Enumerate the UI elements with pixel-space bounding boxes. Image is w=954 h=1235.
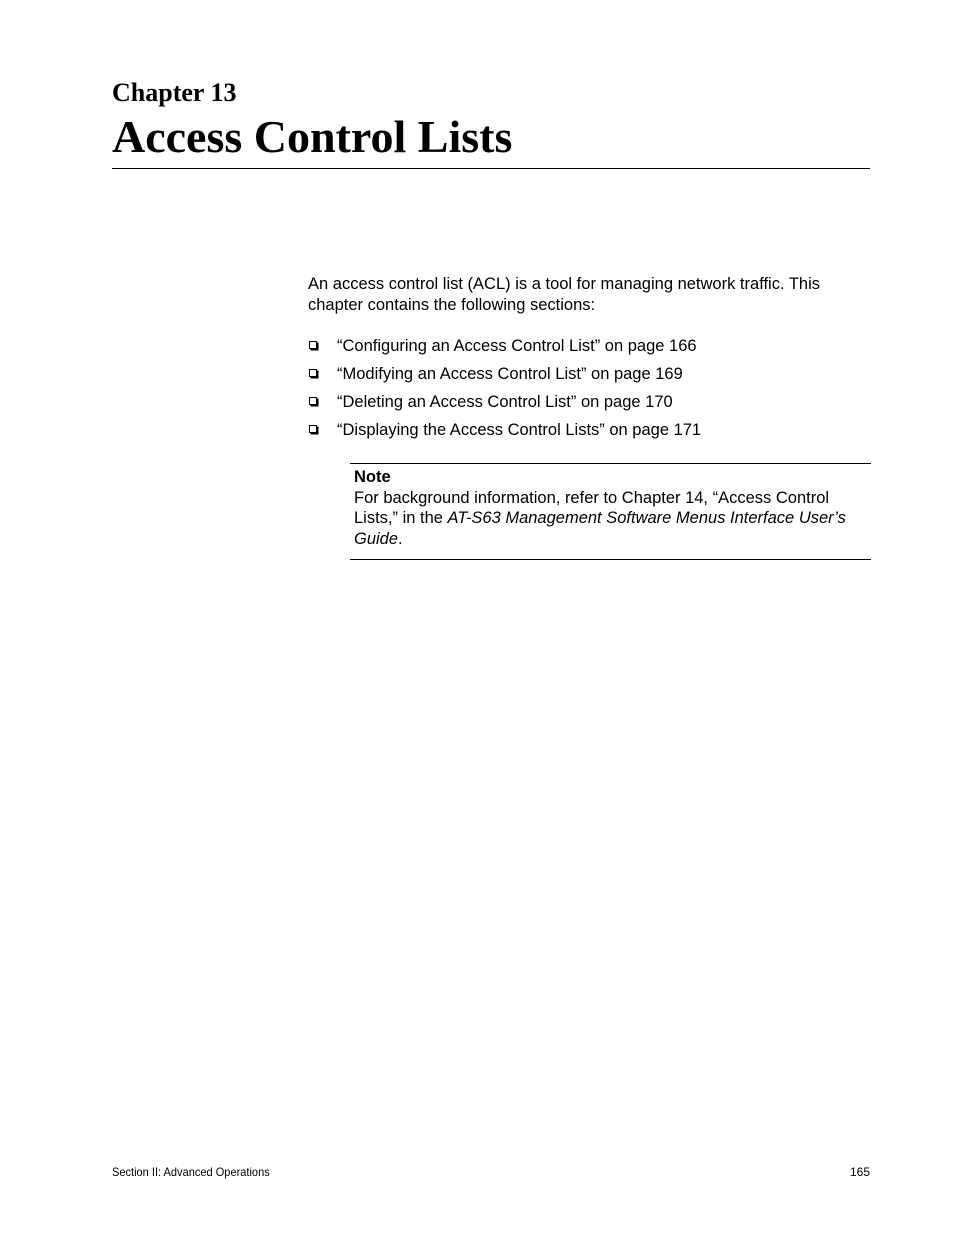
list-item bbox=[308, 360, 870, 388]
section-link-modifying[interactable]: “Modifying an Access Control List” on page 169 bbox=[337, 365, 683, 383]
footer-section-name: Section II: Advanced Operations bbox=[112, 1165, 270, 1179]
section-list bbox=[308, 332, 870, 444]
checkbox-bullet-icon bbox=[309, 341, 317, 349]
note-guide-title: AT-S63 Management Software Menus Interface User’s Guide bbox=[354, 509, 846, 548]
section-link-deleting[interactable]: “Deleting an Access Control List” on page 170 bbox=[337, 393, 673, 411]
note-text: For background information, refer to Chapter 14, “Access Control Lists,” in the bbox=[354, 488, 830, 527]
checkbox-bullet-icon bbox=[309, 425, 317, 433]
note-box bbox=[350, 463, 871, 560]
checkbox-bullet-icon bbox=[309, 397, 317, 405]
chapter-title: Access Control Lists bbox=[112, 111, 513, 162]
section-link-displaying[interactable]: “Displaying the Access Control Lists” on page 171 bbox=[337, 421, 702, 439]
chapter-label: Chapter 13 bbox=[112, 78, 237, 107]
intro-paragraph: An access control list (ACL) is a tool for managing network traffic. This chapter contains the following sections: bbox=[308, 275, 821, 314]
list-item bbox=[308, 332, 870, 360]
section-link-configuring[interactable]: “Configuring an Access Control List” on page 166 bbox=[337, 337, 697, 355]
list-item bbox=[308, 416, 870, 444]
title-divider bbox=[112, 168, 870, 169]
checkbox-bullet-icon bbox=[309, 369, 317, 377]
note-heading: Note bbox=[354, 468, 391, 486]
note-text-end: . bbox=[398, 529, 403, 548]
list-item bbox=[308, 388, 870, 416]
note-body bbox=[354, 488, 871, 550]
footer-page-number: 165 bbox=[849, 1165, 870, 1179]
